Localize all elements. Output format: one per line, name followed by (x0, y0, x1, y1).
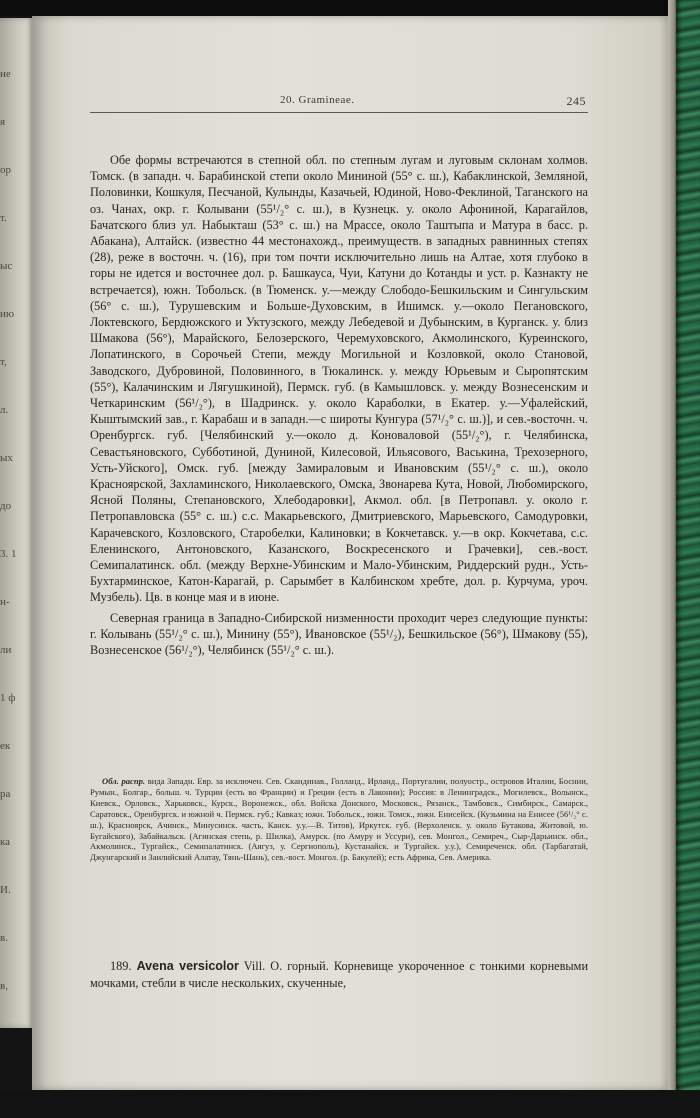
left-page-fragment: н- (0, 596, 10, 608)
entry-paragraph (90, 958, 588, 991)
distribution-block (90, 776, 588, 863)
header-rule (90, 112, 588, 113)
left-page-fragment: не (0, 68, 11, 80)
left-page-fragment: И. (0, 884, 11, 896)
distribution-label: Обл. распр. (102, 776, 146, 786)
left-page-fragment: 1 ф (0, 692, 16, 704)
right-page (32, 16, 668, 1090)
left-page-fragment: в. (0, 932, 8, 944)
left-page-fragment: л. (0, 404, 9, 416)
left-page-fragment: ор (0, 164, 11, 176)
paragraph-habitat: Обе формы встречаются в степной обл. по степным лугам и луговым склонам холмов. Томск. (в западн. ч. Барабинской степи около Мининой (55° с. ш.), Кабаклинской, Земляной, Половинки, Кошкуля, Песчаной, Кулынды, Казачьей, Юдиной, Ново-Феклиной, Таганского на оз. Чанах, окр. г. Колывани (55¹/₂° с. ш.), в Кузнецк. у. около Афониной, Карагайлов, Бачатского близ ул. Набыкташ (53° с. ш.) на Мрассе, около Таштыпа и Матура в басс. р. Абакана), Алтайск. (известно 44 местонахожд., преимуществ. в западных равнинных степях (28), реже в восточн. ч. (16), при том почти исключительно лишь на Алтае, хотя глубоко в горы не идется и восточнее дол. р. Башкауса, Чуи, Катуни до Котанды и уст. р. Казнакту не встречается), южн. Тобольск. (в Тюменск. у.—между Слободо-Бешкильским и Сингульским (56° с. ш.), Турушевским и Больше-Духовским, в Ишимск. у.—около Пегановского, Локтевского, Бердюжского и Уктузского, между Лебедевой и Дубынским, в Курганск. у. близ Шмакова (56°), Марайского, Белозерского, Черемуховского, Акмолинского, Куреинского, Лопатинского, в Сорочьей Степи, между Могильной и Козловкой, около Становой, Заводского, Дубровиной, Половинного, в Тюкалинск. у. между Юрьевым и Сыропятским (55°), Калачинским и Лягушкиной), Пермск. губ. (в Камышловск. у. между Вознесенским и Четкаринским (56¹/₂°), в Шадринск. у. около Караболки, в Екатер. у.—Уфалейский, Кыштымский зав., г. Карабаш и в западн.—с широты Кунгура (57¹/₂° с. ш.)], и сев.-восточн. ч. Оренбургск. губ. [Челябинский у.—около д. Коноваловой (55¹/₂°), г. Челябинска, Севастьяновского, Субботиной, Дуниной, Килесовой, Ильясового, Васькина, Трехозерного, Усть-Уйского], Омск. губ. [между Замираловым и Ивановским (55¹/₂° с. ш.), около Красноярской, Захламинского, Николаевского, Омска, Звонарева Кута, Новой, Любомирского, Ясной Поляны, Степановского, Хлебодаровки], Акмол. обл. [в Петропавл. у. около г. Петропавловска (55° с. ш.) с.с. Макарьевского, Дмитриевского, Марьевского, Самодуровки, Карачевского, Козловского, Старобелки, Калиновки; в Кокчетавск. у.—в окр. Кокчетава, с.с. Еленинского, Антоновского, Казанского, Воскресенского и Грачевки], сев.-вост. Семипалатинск. обл. (между Верхне-Убинским и Мало-Убинским, Риддерский рудн., Усть-Бухтарминское, Катон-Карагай, р. Сарымбет в Калбинском хребте, дол. р. Курчума, уроч. Музбель). Цв. в конце мая и в июне. (90, 153, 588, 605)
left-page-fragment: ра (0, 788, 11, 800)
background-top (0, 0, 700, 16)
left-page-fragment: ых (0, 452, 13, 464)
left-page-fragment: т. (0, 212, 7, 224)
paragraph-northern-border: Северная граница в Западно-Сибирской низменности проходит через следующие пункты: г. Колывань (55¹/₂° с. ш.), Минину (55°), Ивановское (55¹/₂), Бешкильское (56°), Шмакову (55), Вознесенское (56¹/₂°), Челябинск (55¹/₂° с. ш.). (90, 610, 588, 658)
page-number: 245 (566, 94, 586, 108)
left-page-fragment: я (0, 116, 6, 128)
left-page-fragment: ыс (0, 260, 13, 272)
background-bottom (0, 1090, 700, 1118)
entry-number: 189. (110, 959, 132, 973)
body-text (90, 152, 588, 662)
page-header (90, 94, 588, 110)
left-page-fragment: ли (0, 644, 12, 656)
entry-text: Корневище укороченное с тонкими корневыми мочками, стебли в числе нескольких, скученные, (90, 959, 589, 990)
left-page-fragment: т, (0, 356, 7, 368)
left-page-fragment: ию (0, 308, 15, 320)
species-name: Avena versicolor (136, 959, 239, 973)
left-page-fragment: 3. 1 (0, 548, 17, 560)
species-entry (90, 958, 588, 991)
left-page-edge (0, 18, 34, 1028)
distribution-paragraph (90, 776, 588, 863)
distribution-text: вида Западн. Евр. за исключен. Сев. Скандинав., Голланд., Ирланд., Португалии, полуостр., островов Италии, Боснии, Румын., Болгар., больш. ч. Турции (есть во Франции) и Греции (есть в Лаконии); Россия: в Ленинградск., Могилевск., Волынск., Киевск., Орловск., Харьковск., Курск., Воронежск., обл. Войска Донского, Московск., Рязанск., Тамбовск., Симбирск., Самарск., Саратовск., Оренбургск. и южной ч. Пермск. губ.; Кавказ; южн. Тобольск., южн. Томск., южн. Енисейск. (Кузьмина на Енисее (56¹/₂° с. ш.), Красноярск, Ачинск., Минусинск. часть, Канск. у.у.—В. Титов), Иркутск. губ. (Верхоленск. у. около Бутакова, Житовой, ю. Бугайского), Забайкальск. (Агинская степь, р. Шилка), Амурск. (по Амуру и Уссури), сев. Монгол., Семиреч., Сыр-Дарьинск. обл., Акмолинск., Тургайск., Семипалатинск. (Аягуз, у. Сергиополь), Кустанайск. и Тургайск. у.у.), Семиреченск. обл. (Тарбагатай, Джунгарский и Заилийский Алатау, Тянь-Шань), сев.-вост. Монгол. (р. Бакулей); есть Африка, Сев. Америка. (90, 776, 589, 863)
running-head: 20. Gramineae. (280, 94, 355, 106)
left-page-fragment: ка (0, 836, 11, 848)
common-name: О. горный. (270, 959, 329, 973)
left-page-fragment: в, (0, 980, 8, 992)
left-page-fragment: до (0, 500, 12, 512)
left-page-text (0, 18, 24, 1028)
left-page-fragment: ек (0, 740, 11, 752)
book-cover (676, 0, 700, 1118)
species-author: Vill. (243, 959, 266, 973)
